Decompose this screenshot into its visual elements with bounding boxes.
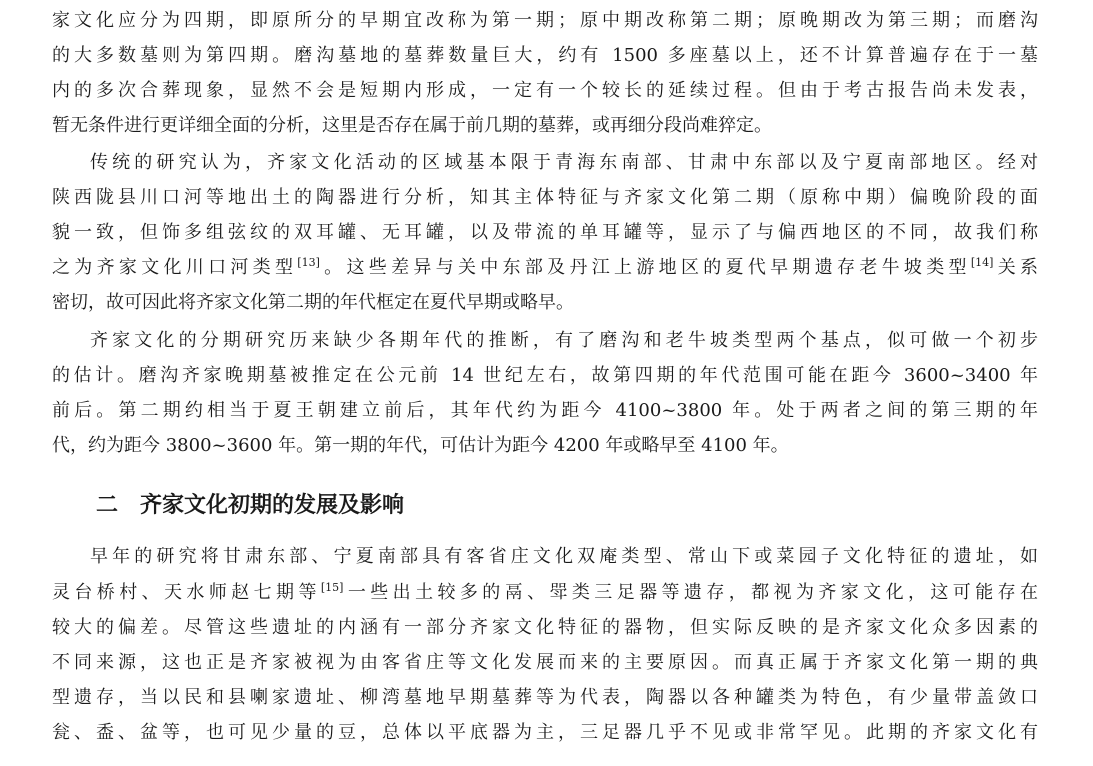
- line-text: 。这些差异与关中东部及丹江上游地区的夏代早期遗存老牛坡类型: [319, 257, 971, 278]
- paragraph-line: 貌一致，但饰多组弦纹的双耳罐、无耳罐，以及带流的单耳罐等，显示了与偏西地区的不同，故我们称: [52, 222, 1038, 243]
- paragraph-line: [52, 251, 1038, 285]
- paragraph-line: 的估计。磨沟齐家晚期墓被推定在公元前 14 世纪左右，故第四期的年代范围可能在距今 3600~3400 年: [52, 365, 1038, 386]
- paragraph-line: 暂无条件进行更详细全面的分析，这里是否存在属于前几期的墓葬，或再细分段尚难猝定。: [52, 115, 772, 136]
- paragraph-line: 瓮、盉、盆等，也可见少量的豆，总体以平底器为主，三足器几乎不见或非常罕见。此期的齐家文化有: [52, 722, 1038, 743]
- paragraph-line: 早年的研究将甘肃东部、宁夏南部具有客省庄文化双庵类型、常山下或菜园子文化特征的遗址，如: [90, 546, 1038, 567]
- line-text: 灵台桥村、天水师赵七期等: [52, 582, 321, 603]
- paragraph-line: 前后。第二期约相当于夏王朝建立前后，其年代约为距今 4100~3800 年。处于两者之间的第三期的年: [52, 400, 1038, 421]
- section-heading: [96, 488, 404, 524]
- paragraph-line: 代，约为距今 3800~3600 年。第一期的年代，可估计为距今 4200 年或略早至 4100 年。: [52, 435, 789, 456]
- line-text: 一些出土较多的鬲、斝类三足器等遗存，都视为齐家文化，这可能存在: [343, 582, 1038, 603]
- paragraph-line: 陕西陇县川口河等地出土的陶器进行分析，知其主体特征与齐家文化第二期（原称中期）偏晚阶段的面: [52, 187, 1038, 208]
- citation-ref: [13]: [297, 256, 320, 269]
- citation-ref: [15]: [320, 581, 344, 594]
- section-number: 二: [96, 493, 119, 518]
- paragraph-line: [52, 576, 1038, 610]
- paragraph-line: 传统的研究认为，齐家文化活动的区域基本限于青海东南部、甘肃中东部以及宁夏南部地区。经对: [90, 152, 1038, 173]
- paragraph-line: 较大的偏差。尽管这些遗址的内涵有一部分齐家文化特征的器物，但实际反映的是齐家文化众多因素的: [52, 617, 1038, 638]
- paragraph-line: 型遗存，当以民和县喇家遗址、柳湾墓地早期墓葬等为代表，陶器以各种罐类为特色，有少量带盖敛口: [52, 687, 1038, 708]
- citation-ref: [14]: [970, 256, 994, 269]
- paragraph-line: 的大多数墓则为第四期。磨沟墓地的墓葬数量巨大，约有 1500 多座墓以上，还不计算普遍存在于一墓: [52, 45, 1038, 66]
- paragraph-line: 齐家文化的分期研究历来缺少各期年代的推断，有了磨沟和老牛坡类型两个基点，似可做一个初步: [90, 330, 1038, 351]
- paragraph-line: 不同来源，这也正是齐家被视为由客省庄等文化发展而来的主要原因。而真正属于齐家文化第一期的典: [52, 652, 1038, 673]
- line-text: 关系: [993, 257, 1039, 278]
- paragraph-line: 密切，故可因此将齐家文化第二期的年代框定在夏代早期或略早。: [52, 292, 574, 313]
- paragraph-line: 家文化应分为四期，即原所分的早期宜改称为第一期；原中期改称第二期；原晚期改为第三期；而磨沟: [52, 10, 1038, 31]
- paragraph-line: 内的多次合葬现象，显然不会是短期内形成，一定有一个较长的延续过程。但由于考古报告尚未发表，: [52, 80, 1038, 101]
- section-title: 齐家文化初期的发展及影响: [140, 493, 405, 518]
- line-text: 之为齐家文化川口河类型: [52, 257, 298, 278]
